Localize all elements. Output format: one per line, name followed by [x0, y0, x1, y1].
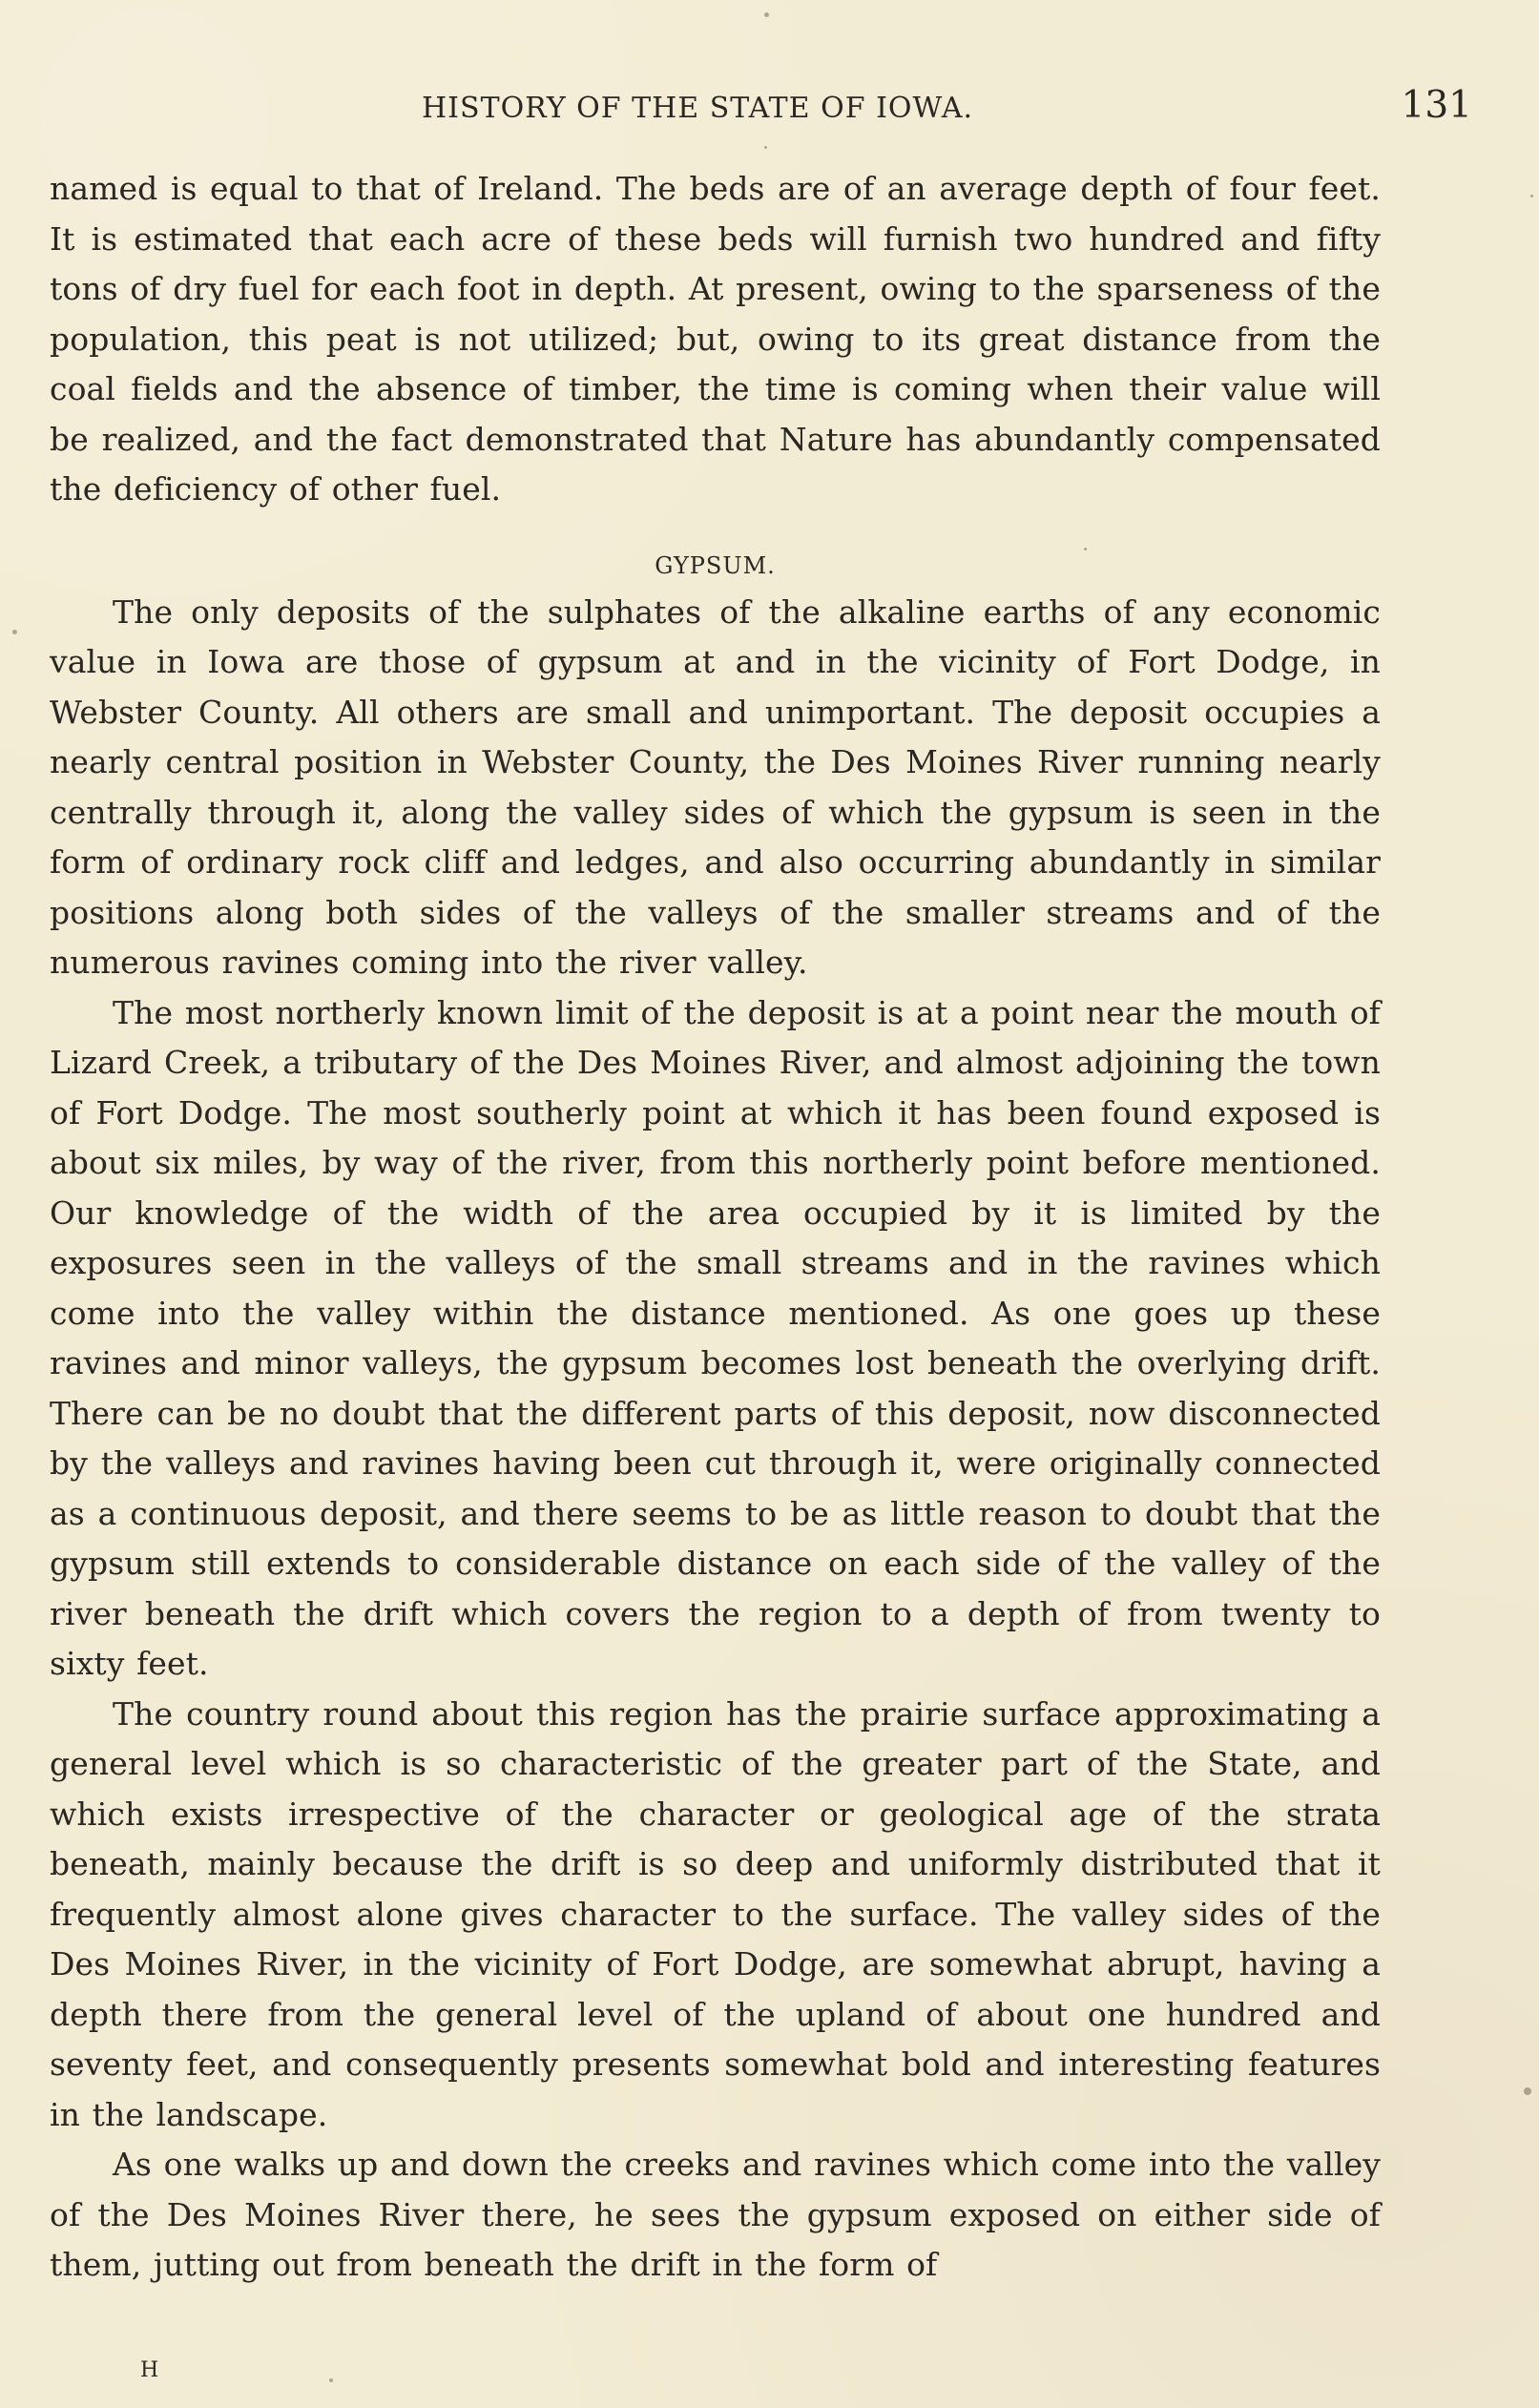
- paper-speck: [1530, 195, 1533, 197]
- paper-speck: [1524, 2087, 1531, 2095]
- running-header: [50, 84, 1489, 134]
- paragraph-creeks-and-ravines: As one walks up and down the creeks and ravines which come into the valley of the Des Moines River there, he sees the gypsum exposed on either side of them, jutting out from beneath the drift in the form of: [50, 2146, 1381, 2283]
- paper-speck: [1084, 548, 1087, 550]
- paragraph-peat-continuation: named is equal to that of Ireland. The beds are of an average depth of four feet. It is estimated that each acre of these beds will furnish two hundred and fifty tons of dry fuel for each foot in depth. At present, owing to the sparseness of the population, this peat is not utilized; but, owing to its great distance from the coal fields and the absence of timber, the time is coming when their value will be realized, and the fact demonstrated that Nature has abundantly compensated the deficiency of other fuel.: [50, 170, 1381, 508]
- page-number: 131: [1401, 84, 1472, 127]
- paragraph-deposit-limits: The most northerly known limit of the deposit is at a point near the mouth of Lizard Creek, a tributary of the Des Moines River, and almost adjoining the town of Fort Dodge. The most southerly point at which it has been found exposed is about six miles, by way of the river, from this northerly point before mentioned. Our knowledge of the width of the area occupied by it is limited by the exposures seen in the valleys of the small streams and in the ravines which come into the valley within the distance mentioned. As one goes up these ravines and minor valleys, the gypsum becomes lost beneath the overlying drift. There can be no doubt that the different parts of this deposit, now disconnected by the valleys and ravines having been cut through it, were originally connected as a continuous deposit, and there seems to be as little reason to doubt that the gypsum still extends to considerable distance on each side of the valley of the river beneath the drift which covers the region to a depth of from twenty to sixty feet.: [50, 993, 1381, 1682]
- paragraph-region-surface: The country round about this region has the prairie surface approximating a general level which is so characteristic of the greater part of the State, and which exists irrespective of the character or geological age of the strata beneath, mainly because the drift is so deep and uniformly distributed that it frequently almost alone gives character to the surface. The valley sides of the Des Moines River, in the vicinity of Fort Dodge, are somewhat abrupt, having a depth there from the general level of the upland of about one hundred and seventy feet, and consequently presents somewhat bold and interesting features in the landscape.: [50, 1694, 1381, 2133]
- main-text: [50, 164, 1381, 2291]
- paper-speck: [12, 630, 17, 634]
- paper-speck: [329, 2378, 333, 2382]
- printer-signature-mark: H: [140, 2358, 159, 2382]
- paper-speck: [764, 12, 769, 17]
- running-header-title: HISTORY OF THE STATE OF IOWA.: [422, 92, 974, 125]
- section-heading-gypsum: GYPSUM.: [655, 551, 776, 579]
- paper-speck: [764, 146, 767, 149]
- paragraph-gypsum-deposits: The only deposits of the sulphates of the alkaline earths of any economic value in Iowa are those of gypsum at and in the vicinity of Fort Dodge, in Webster County. All others are small and unimportant. The deposit occupies a nearly central position in Webster County, the Des Moines River running nearly centrally through it, along the valley sides of which the gypsum is seen in the form of ordinary rock cliff and ledges, and also occurring abundantly in similar positions along both sides of the valleys of the smaller streams and of the numerous ravines coming into the river valley.: [50, 592, 1381, 981]
